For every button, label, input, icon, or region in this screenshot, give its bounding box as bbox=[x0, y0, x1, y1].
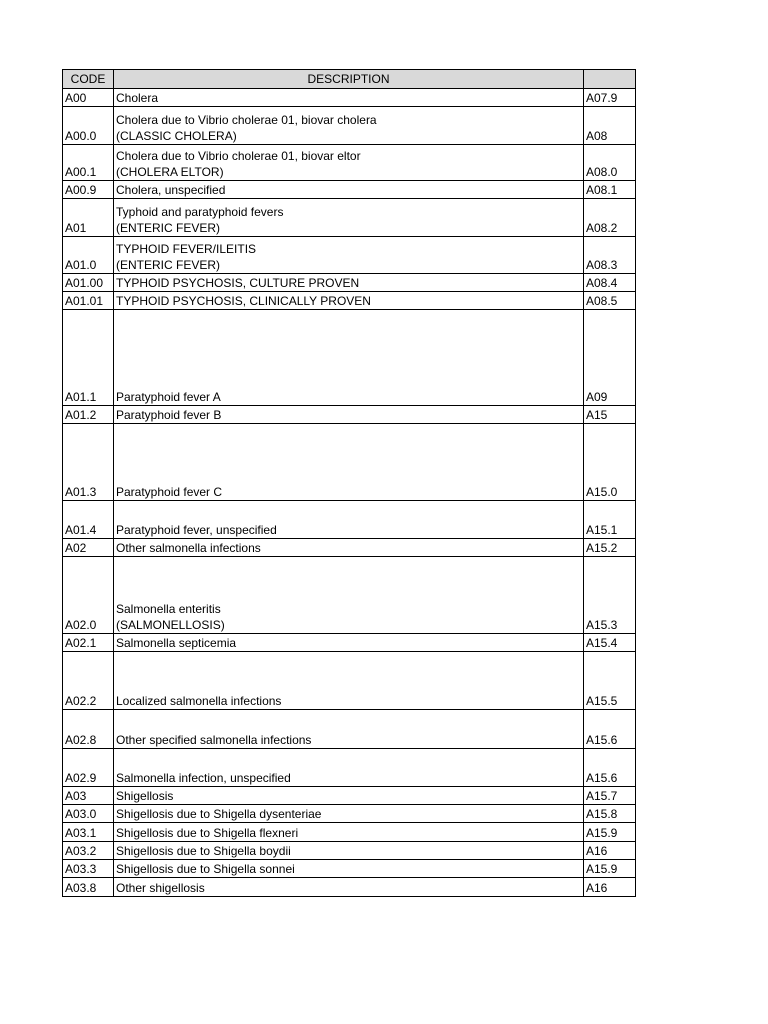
table-row bbox=[63, 181, 636, 199]
ref-code-cell: A08.1 bbox=[584, 181, 636, 199]
table-row bbox=[63, 199, 636, 237]
table-row bbox=[63, 310, 636, 406]
table-row bbox=[63, 406, 636, 424]
description-cell: Paratyphoid fever B bbox=[114, 406, 584, 424]
table-row bbox=[63, 501, 636, 539]
table-row bbox=[63, 292, 636, 310]
ref-code-cell: A15.8 bbox=[584, 805, 636, 823]
table-row bbox=[63, 749, 636, 787]
code-cell: A02.1 bbox=[63, 634, 114, 652]
description-cell: Cholera, unspecified bbox=[114, 181, 584, 199]
table-row bbox=[63, 274, 636, 292]
description-cell: Shigellosis bbox=[114, 787, 584, 805]
ref-code-cell: A08.2 bbox=[584, 199, 636, 237]
description-cell: Other specified salmonella infections bbox=[114, 710, 584, 749]
table-row bbox=[63, 787, 636, 805]
code-cell: A02.8 bbox=[63, 710, 114, 749]
table-row bbox=[63, 107, 636, 145]
ref-code-cell: A15.3 bbox=[584, 557, 636, 634]
description-cell: Cholera due to Vibrio cholerae 01, biovar cholera (CLASSIC CHOLERA) bbox=[114, 107, 584, 145]
ref-code-cell: A15.2 bbox=[584, 539, 636, 557]
code-table bbox=[62, 69, 636, 897]
ref-code-cell: A08.0 bbox=[584, 145, 636, 181]
description-cell: Localized salmonella infections bbox=[114, 652, 584, 710]
code-cell: A01.0 bbox=[63, 237, 114, 274]
table-row bbox=[63, 145, 636, 181]
description-cell: Cholera due to Vibrio cholerae 01, biovar eltor (CHOLERA ELTOR) bbox=[114, 145, 584, 181]
ref-code-cell: A15.1 bbox=[584, 501, 636, 539]
code-cell: A03.0 bbox=[63, 805, 114, 823]
ref-code-cell: A15.7 bbox=[584, 787, 636, 805]
ref-code-cell: A08.5 bbox=[584, 292, 636, 310]
table-header bbox=[63, 70, 636, 89]
table-body bbox=[63, 89, 636, 897]
description-cell: TYPHOID PSYCHOSIS, CLINICALLY PROVEN bbox=[114, 292, 584, 310]
header-ref bbox=[584, 70, 636, 89]
description-cell: Shigellosis due to Shigella flexneri bbox=[114, 823, 584, 842]
description-cell: Other shigellosis bbox=[114, 878, 584, 897]
description-cell: Paratyphoid fever, unspecified bbox=[114, 501, 584, 539]
ref-code-cell: A15.9 bbox=[584, 860, 636, 878]
ref-code-cell: A15 bbox=[584, 406, 636, 424]
ref-code-cell: A16 bbox=[584, 878, 636, 897]
table-row bbox=[63, 710, 636, 749]
ref-code-cell: A08 bbox=[584, 107, 636, 145]
table-row bbox=[63, 652, 636, 710]
header-description: DESCRIPTION bbox=[114, 70, 584, 89]
code-cell: A02.9 bbox=[63, 749, 114, 787]
description-cell: Shigellosis due to Shigella boydii bbox=[114, 842, 584, 860]
header-code: CODE bbox=[63, 70, 114, 89]
code-cell: A01.2 bbox=[63, 406, 114, 424]
description-cell: TYPHOID PSYCHOSIS, CULTURE PROVEN bbox=[114, 274, 584, 292]
code-cell: A02.2 bbox=[63, 652, 114, 710]
code-cell: A01.3 bbox=[63, 424, 114, 501]
code-cell: A03 bbox=[63, 787, 114, 805]
ref-code-cell: A09 bbox=[584, 310, 636, 406]
table-row bbox=[63, 557, 636, 634]
header-row bbox=[63, 70, 636, 89]
ref-code-cell: A08.4 bbox=[584, 274, 636, 292]
code-cell: A00 bbox=[63, 89, 114, 107]
ref-code-cell: A08.3 bbox=[584, 237, 636, 274]
table-row bbox=[63, 878, 636, 897]
table-row bbox=[63, 424, 636, 501]
description-cell: TYPHOID FEVER/ILEITIS (ENTERIC FEVER) bbox=[114, 237, 584, 274]
code-cell: A02.0 bbox=[63, 557, 114, 634]
description-cell: Cholera bbox=[114, 89, 584, 107]
ref-code-cell: A15.6 bbox=[584, 710, 636, 749]
ref-code-cell: A16 bbox=[584, 842, 636, 860]
table-row bbox=[63, 539, 636, 557]
table-row bbox=[63, 89, 636, 107]
code-cell: A01.4 bbox=[63, 501, 114, 539]
table-row bbox=[63, 634, 636, 652]
description-cell: Salmonella septicemia bbox=[114, 634, 584, 652]
code-cell: A03.8 bbox=[63, 878, 114, 897]
ref-code-cell: A07.9 bbox=[584, 89, 636, 107]
code-cell: A02 bbox=[63, 539, 114, 557]
description-cell: Paratyphoid fever A bbox=[114, 310, 584, 406]
table-row bbox=[63, 823, 636, 842]
description-cell: Salmonella enteritis (SALMONELLOSIS) bbox=[114, 557, 584, 634]
code-cell: A00.9 bbox=[63, 181, 114, 199]
code-cell: A03.1 bbox=[63, 823, 114, 842]
description-cell: Salmonella infection, unspecified bbox=[114, 749, 584, 787]
code-cell: A01.1 bbox=[63, 310, 114, 406]
ref-code-cell: A15.4 bbox=[584, 634, 636, 652]
code-cell: A01 bbox=[63, 199, 114, 237]
description-cell: Shigellosis due to Shigella sonnei bbox=[114, 860, 584, 878]
table-row bbox=[63, 860, 636, 878]
code-cell: A01.01 bbox=[63, 292, 114, 310]
table-row bbox=[63, 237, 636, 274]
ref-code-cell: A15.5 bbox=[584, 652, 636, 710]
description-cell: Shigellosis due to Shigella dysenteriae bbox=[114, 805, 584, 823]
description-cell: Typhoid and paratyphoid fevers (ENTERIC FEVER) bbox=[114, 199, 584, 237]
ref-code-cell: A15.6 bbox=[584, 749, 636, 787]
table-row bbox=[63, 842, 636, 860]
description-cell: Paratyphoid fever C bbox=[114, 424, 584, 501]
ref-code-cell: A15.0 bbox=[584, 424, 636, 501]
ref-code-cell: A15.9 bbox=[584, 823, 636, 842]
code-cell: A01.00 bbox=[63, 274, 114, 292]
code-cell: A00.0 bbox=[63, 107, 114, 145]
code-cell: A00.1 bbox=[63, 145, 114, 181]
description-cell: Other salmonella infections bbox=[114, 539, 584, 557]
table-row bbox=[63, 805, 636, 823]
code-cell: A03.2 bbox=[63, 842, 114, 860]
code-cell: A03.3 bbox=[63, 860, 114, 878]
